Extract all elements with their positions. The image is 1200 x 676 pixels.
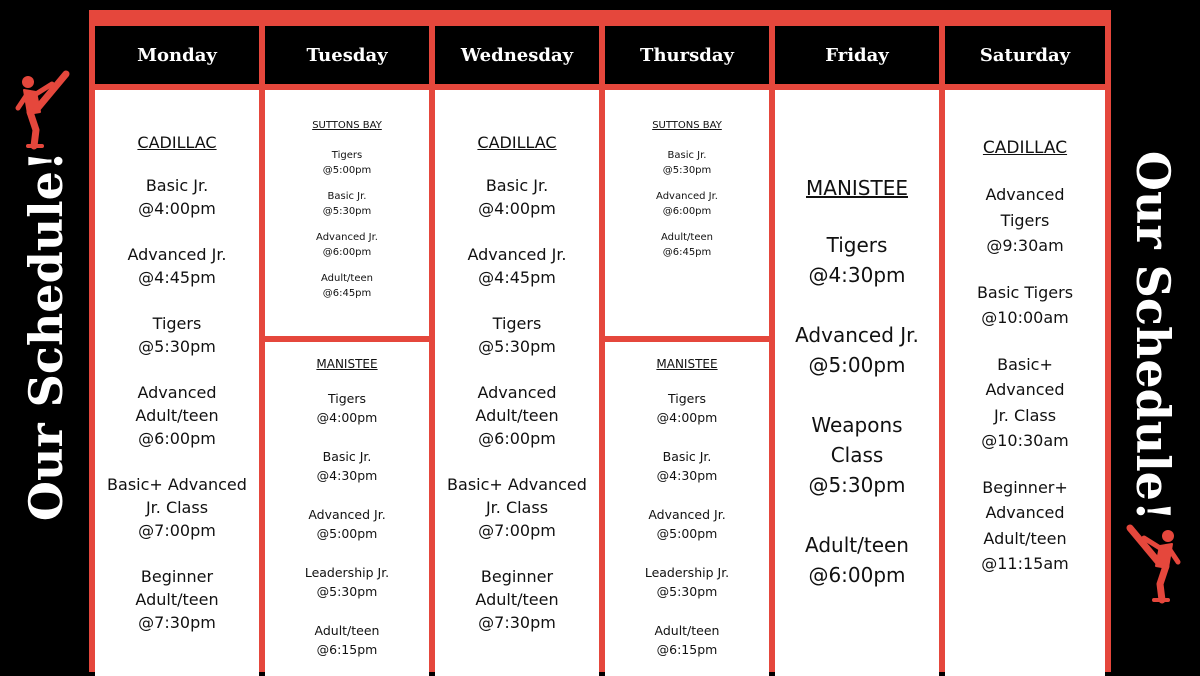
class-entry: Advanced Jr. @4:45pm [467, 244, 567, 287]
location-label: CADILLAC [477, 132, 557, 152]
class-entry: Advanced Jr. @5:00pm [308, 507, 386, 541]
class-entry: Basic Jr. @5:30pm [322, 191, 372, 217]
day-header-saturday: Saturday [945, 26, 1105, 84]
wednesday-cell [435, 90, 599, 676]
class-entry: Tigers @5:30pm [478, 313, 556, 356]
class-entry: Advanced Jr. @5:00pm [795, 323, 919, 377]
tuesday-manistee-cell [265, 342, 429, 676]
class-entry: Tigers @5:00pm [322, 150, 372, 176]
class-entry: Basic Jr. @4:00pm [478, 175, 556, 218]
class-entry: Adult/teen @6:00pm [805, 533, 909, 587]
location-label: MANISTEE [656, 357, 718, 371]
location-label: SUTTONS BAY [312, 120, 382, 131]
thursday-suttons-bay-cell [605, 90, 769, 336]
class-entry: Tigers @4:00pm [656, 391, 718, 425]
location-label: MANISTEE [316, 357, 378, 371]
class-entry: Weapons Class @5:30pm [808, 413, 906, 497]
class-entry: Advanced Jr. @6:00pm [656, 191, 718, 217]
class-entry: Tigers @5:30pm [138, 313, 216, 356]
saturday-cell [945, 90, 1105, 676]
class-entry: Advanced Adult/teen @6:00pm [135, 382, 219, 448]
friday-cell [775, 90, 939, 676]
class-entry: Advanced Adult/teen @6:00pm [475, 382, 559, 448]
class-entry: Basic+ Advanced Jr. Class @7:00pm [107, 474, 247, 540]
class-entry: Beginner Adult/teen @7:30pm [475, 566, 559, 632]
day-header-tuesday: Tuesday [265, 26, 429, 84]
location-label: MANISTEE [806, 176, 908, 200]
class-entry: Leadership Jr. @5:30pm [644, 565, 730, 599]
day-header-friday: Friday [775, 26, 939, 84]
class-entry: Basic Jr. @4:30pm [316, 449, 378, 483]
class-entry: Adult/teen @6:15pm [654, 623, 720, 657]
class-entry: Basic Tigers @10:00am [976, 282, 1074, 327]
day-header-monday: Monday [95, 26, 259, 84]
day-header-wednesday: Wednesday [435, 26, 599, 84]
location-label: CADILLAC [982, 138, 1068, 158]
class-entry: Basic Jr. @4:30pm [656, 449, 718, 483]
tuesday-suttons-bay-cell [265, 90, 429, 336]
martial-artist-kick-icon [14, 68, 72, 150]
class-entry: Tigers @4:30pm [808, 233, 906, 287]
side-title-right: Our Schedule! [1126, 150, 1180, 522]
class-entry: Leadership Jr. @5:30pm [304, 565, 390, 599]
class-entry: Advanced Jr. @6:00pm [316, 232, 378, 258]
monday-cell [95, 90, 259, 676]
class-entry: Basic+ Advanced Jr. Class @10:30am [981, 354, 1069, 450]
day-header-thursday: Thursday [605, 26, 769, 84]
class-entry: Beginner+ Advanced Adult/teen @11:15am [981, 477, 1069, 573]
class-entry: Beginner Adult/teen @7:30pm [135, 566, 219, 632]
thursday-manistee-cell [605, 342, 769, 676]
class-entry: Basic+ Advanced Jr. Class @7:00pm [447, 474, 587, 540]
class-entry: Basic Jr. @5:30pm [662, 150, 712, 176]
class-entry: Adult/teen @6:15pm [314, 623, 380, 657]
class-entry: Advanced Jr. @4:45pm [127, 244, 227, 287]
class-entry: Adult/teen @6:45pm [321, 273, 373, 299]
location-label: CADILLAC [137, 132, 217, 152]
class-entry: Basic Jr. @4:00pm [138, 175, 216, 218]
class-entry: Adult/teen @6:45pm [661, 232, 713, 258]
martial-artist-kick-icon [1124, 522, 1182, 604]
class-entry: Advanced Tigers @9:30am [985, 185, 1065, 255]
side-title-left: Our Schedule! [19, 150, 73, 522]
schedule-table [89, 10, 1111, 672]
location-label: SUTTONS BAY [652, 120, 722, 131]
class-entry: Advanced Jr. @5:00pm [648, 507, 726, 541]
class-entry: Tigers @4:00pm [316, 391, 378, 425]
